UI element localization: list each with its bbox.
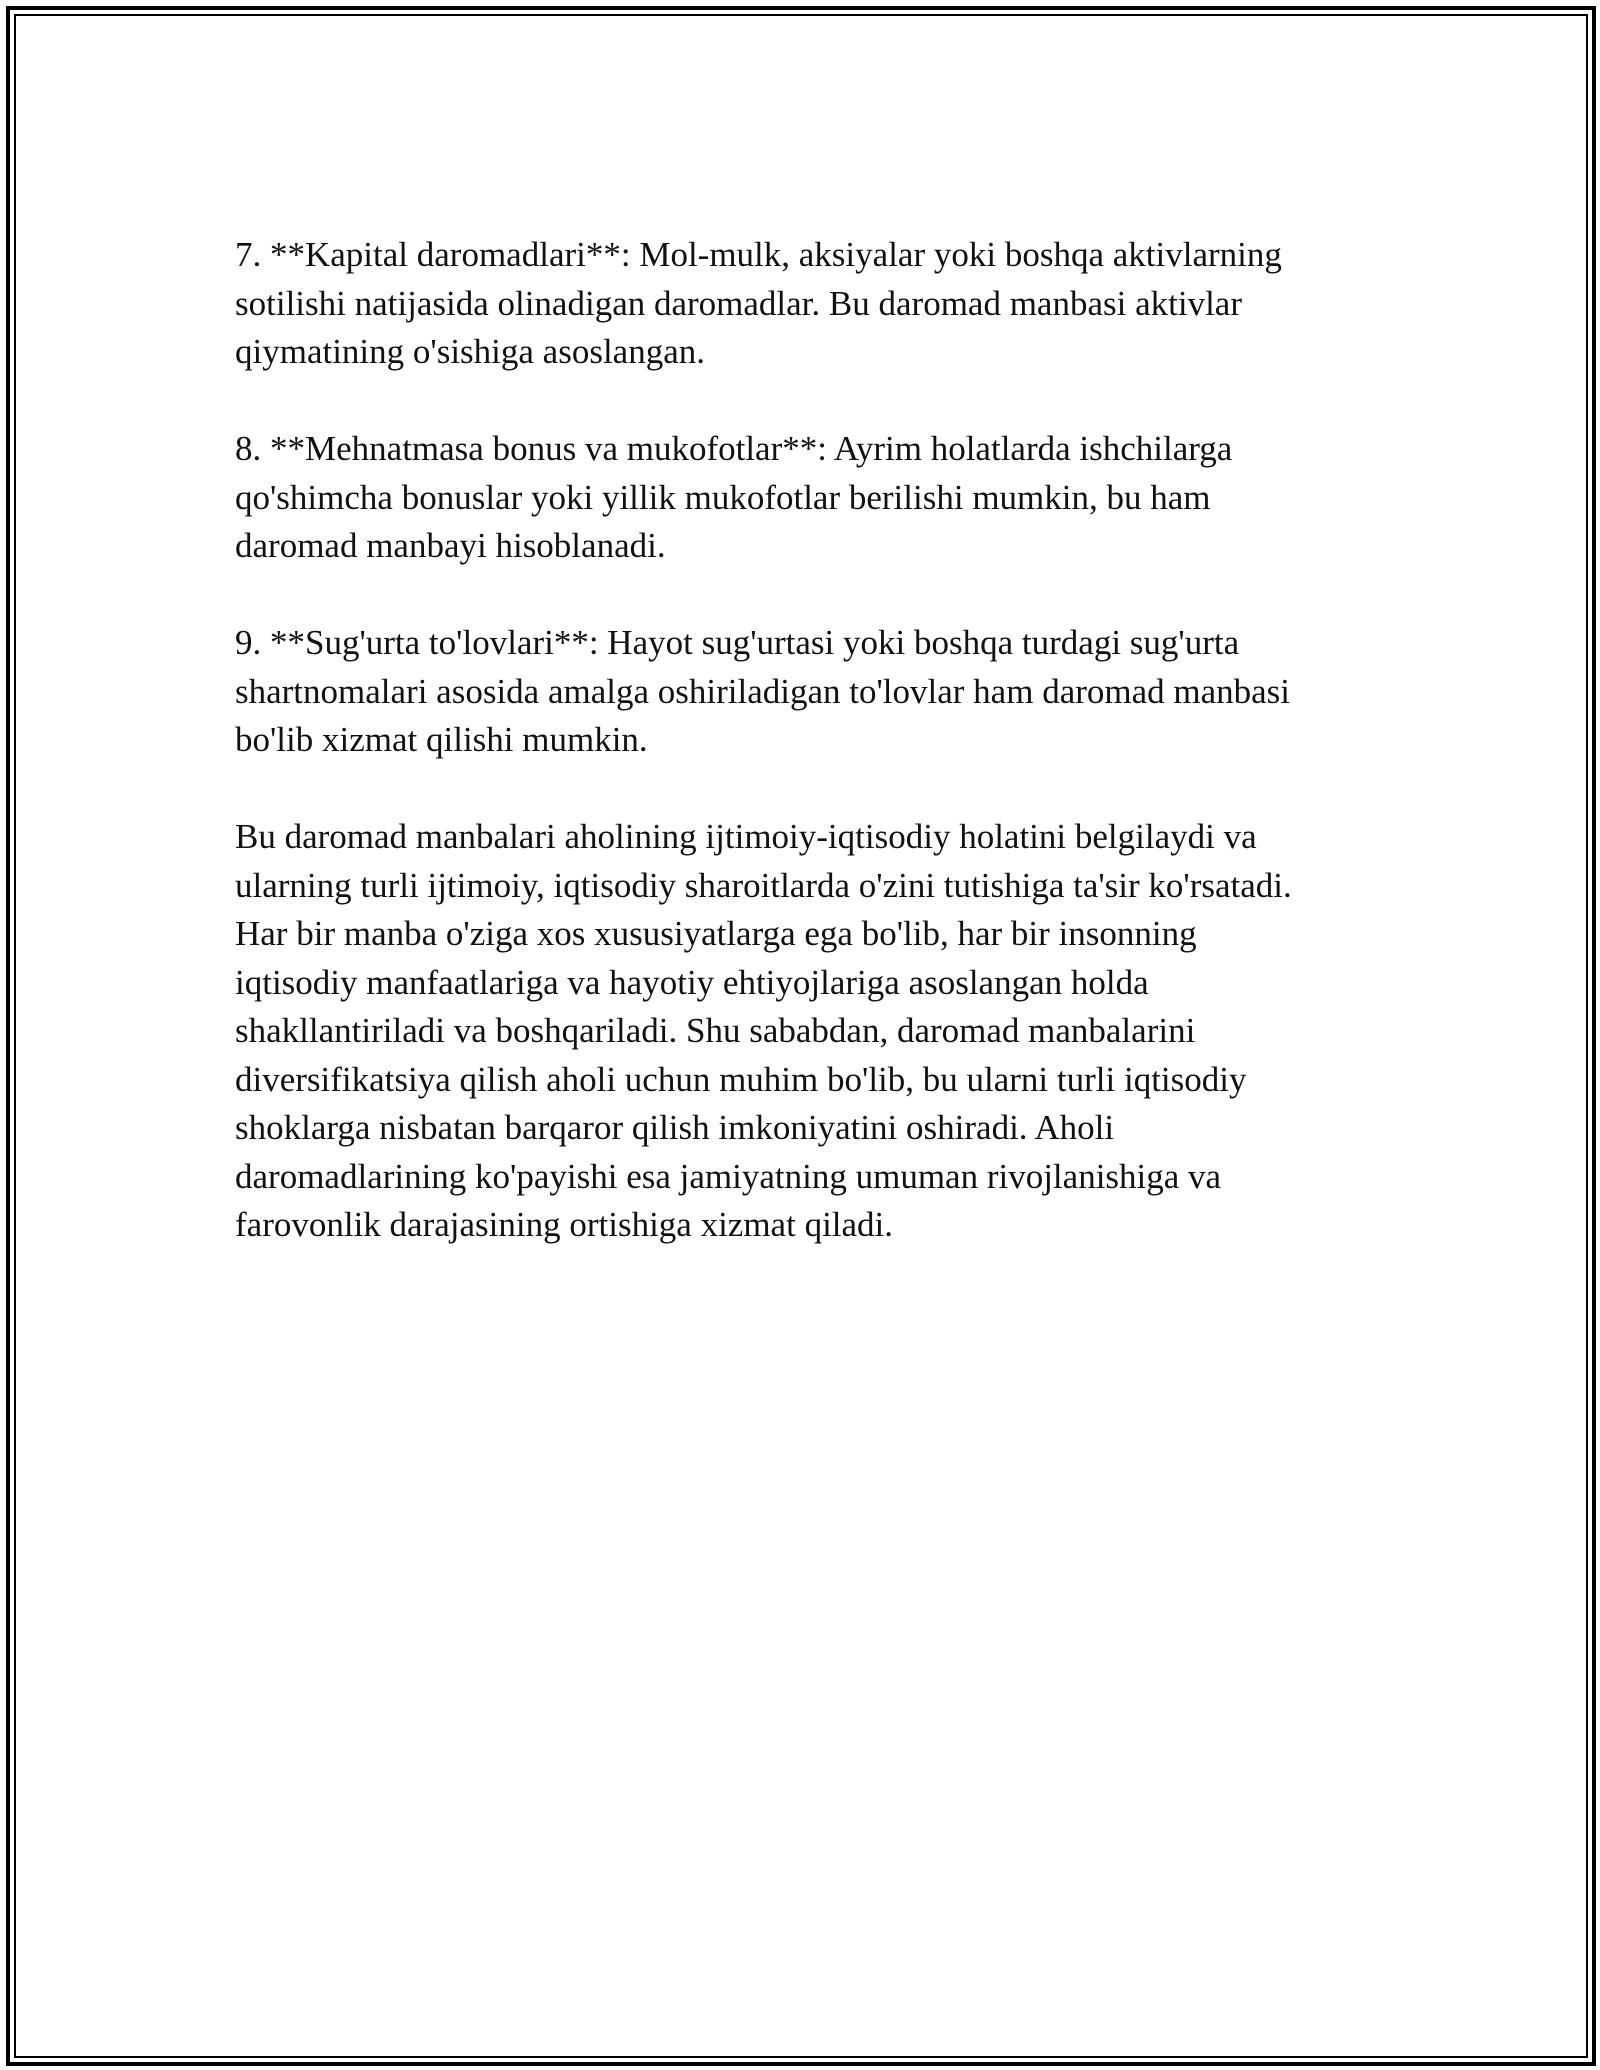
paragraph-bonuses: 8. **Mehnatmasa bonus va mukofotlar**: Ayrim holatlarda ishchilarga qo'shimcha bonuslar yoki yillik mukofotlar berilishi mumkin, bu ham daromad manbayi hisoblanadi. <box>235 429 1233 565</box>
paragraph-insurance: 9. **Sug'urta to'lovlari**: Hayot sug'urtasi yoki boshqa turdagi sug'urta shartnomalari asosida amalga oshiriladigan to'lovlar ham daromad manbasi bo'lib xizmat qilishi mumkin. <box>235 623 1291 759</box>
document-body <box>235 231 1355 1298</box>
paragraph-capital-income: 7. **Kapital daromadlari**: Mol-mulk, aksiyalar yoki boshqa aktivlarning sotilishi natijasida olinadigan daromadlar. Bu daromad manbasi aktivlar qiymatining o'sishiga asoslangan. <box>235 235 1282 371</box>
paragraph-conclusion: Bu daromad manbalari aholining ijtimoiy-iqtisodiy holatini belgilaydi va ularning turli ijtimoiy, iqtisodiy sharoitlarda o'zini tutishiga ta'sir ko'rsatadi. Har bir manba o'ziga xos xususiyatlarga ega bo'lib, har bir insonning iqtisodiy manfaatlariga va hayotiy ehtiyojlariga asoslangan holda shakllantiriladi va boshqariladi. Shu sababdan, daromad manbalarini diversifikatsiya qilish aholi uchun muhim bo'lib, bu ularni turli iqtisodiy shoklarga nisbatan barqaror qilish imkoniyatini oshiradi. Aholi daromadlarining ko'payishi esa jamiyatning umuman rivojlanishiga va farovonlik darajasining ortishiga xizmat qiladi. <box>235 817 1292 1244</box>
